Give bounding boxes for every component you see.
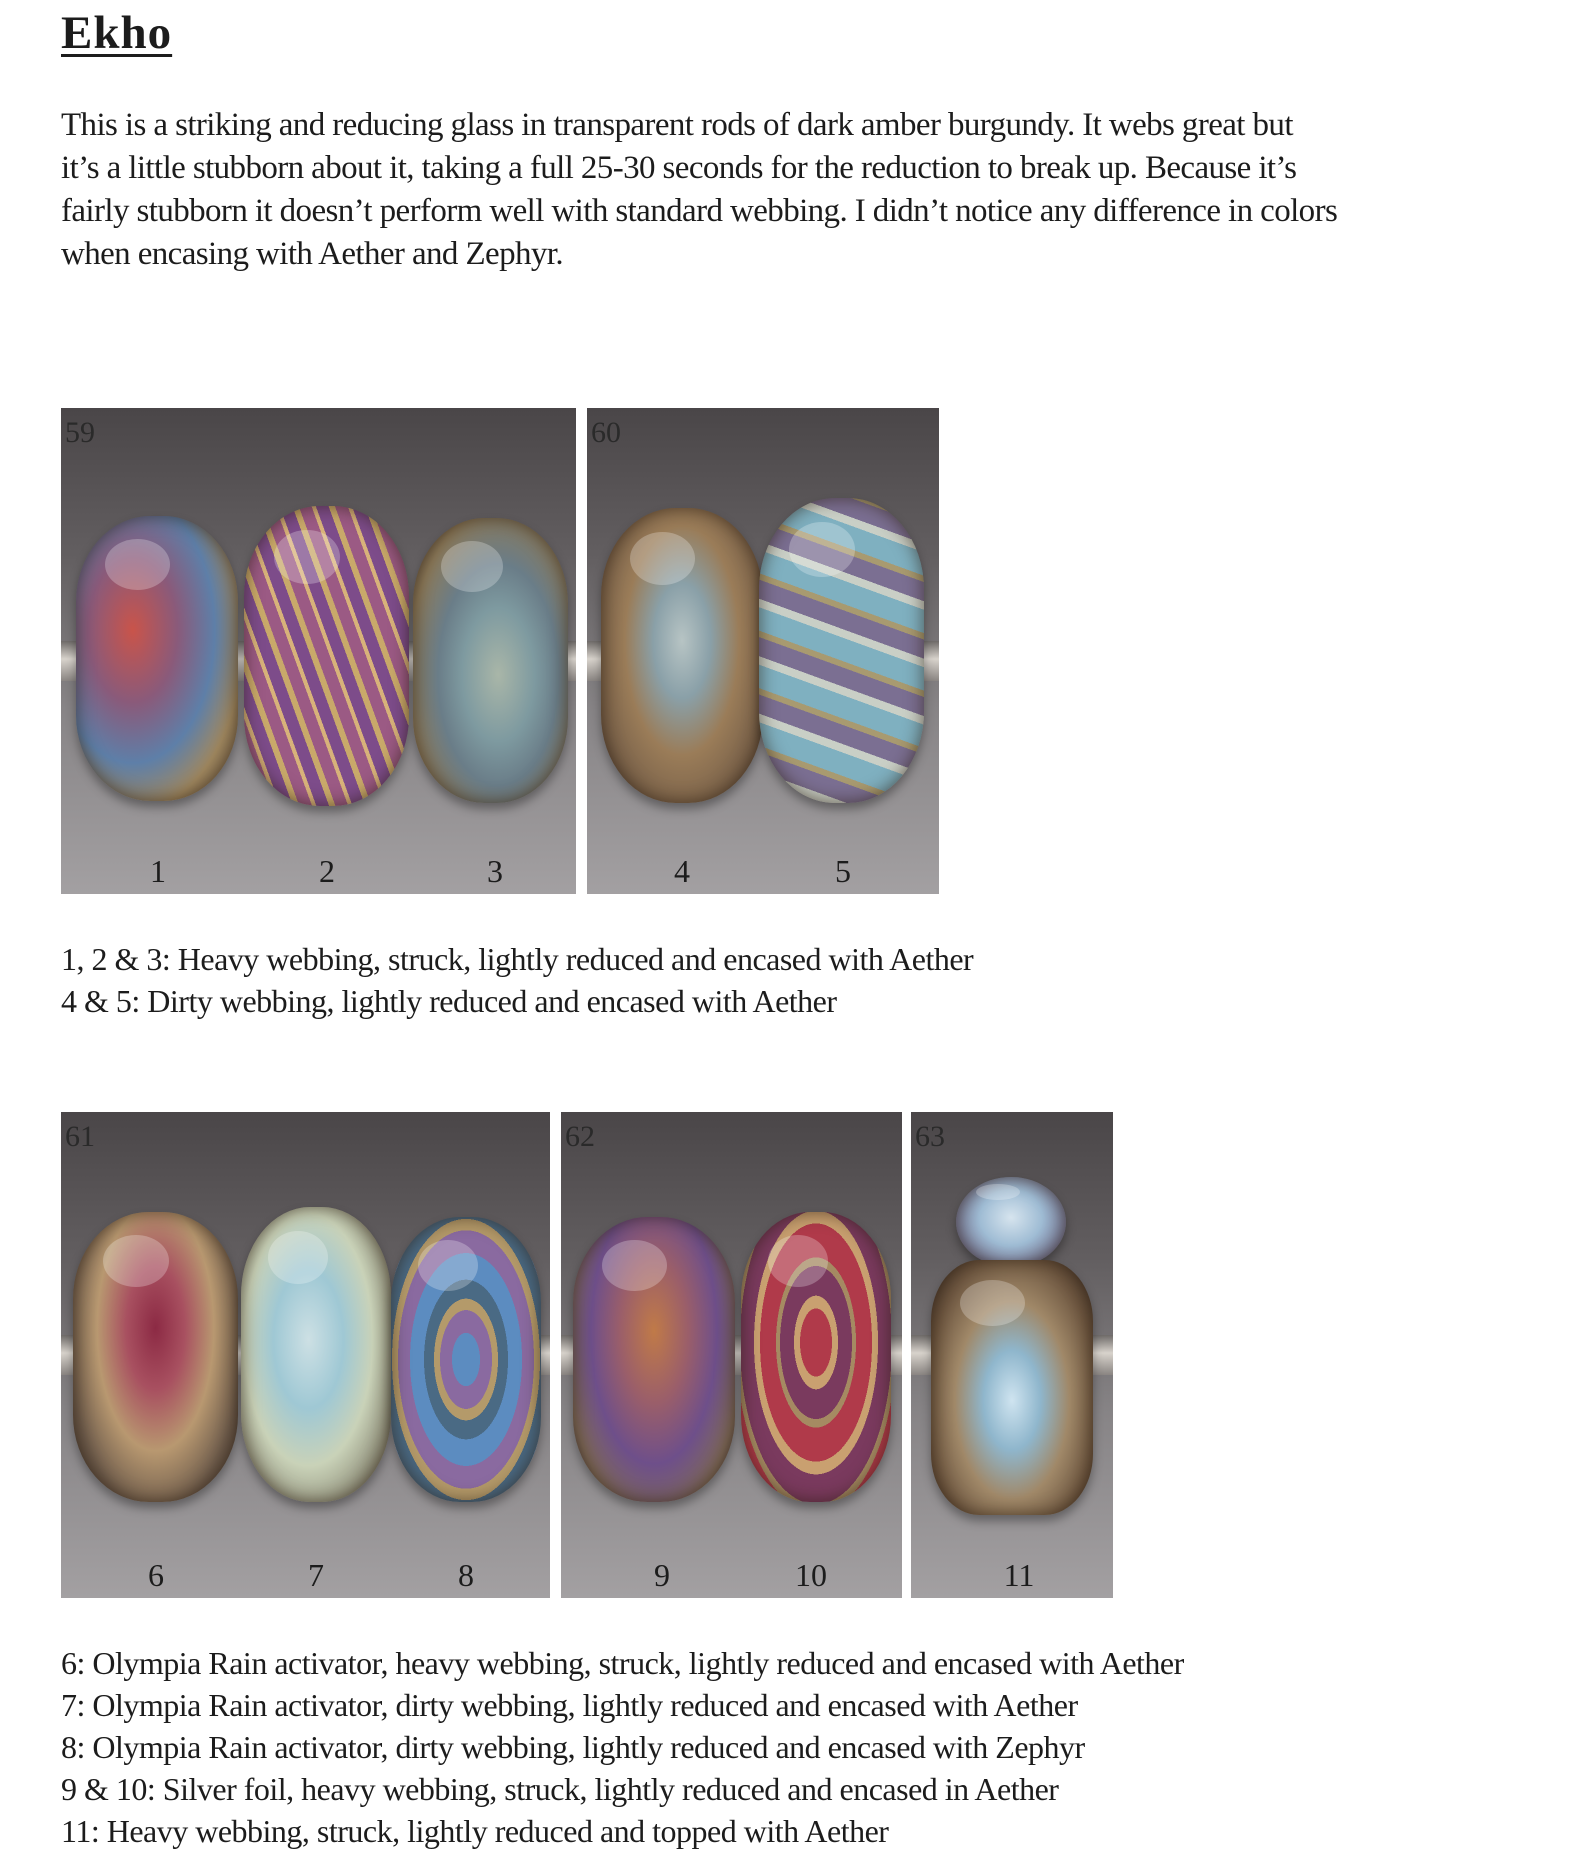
intro-line: fairly stubborn it doesn’t perform well with standard webbing. I didn’t notice any difference in colors <box>61 193 1338 229</box>
bead-label: 8 <box>458 1557 474 1593</box>
bead-label: 10 <box>795 1557 827 1593</box>
caption-line: 8: Olympia Rain activator, dirty webbing, lightly reduced and encased with Zephyr <box>61 1729 1085 1765</box>
bead-3 <box>413 518 568 803</box>
bead-label: 7 <box>308 1557 324 1593</box>
bead-11-top <box>956 1177 1066 1267</box>
bead-photo-59 <box>61 408 576 894</box>
bead-photo-62 <box>561 1112 902 1598</box>
caption-line: 1, 2 & 3: Heavy webbing, struck, lightly reduced and encased with Aether <box>61 941 974 977</box>
photo-number: 63 <box>915 1120 945 1153</box>
captions-group-2 <box>61 1642 1184 1852</box>
intro-line: This is a striking and reducing glass in transparent rods of dark amber burgundy. It webs great but <box>61 107 1293 143</box>
bead-label: 2 <box>319 853 335 889</box>
bead-2 <box>244 506 409 806</box>
caption-line: 6: Olympia Rain activator, heavy webbing, struck, lightly reduced and encased with Aether <box>61 1645 1184 1681</box>
bead-label: 11 <box>1003 1557 1035 1593</box>
caption-line: 7: Olympia Rain activator, dirty webbing, lightly reduced and encased with Aether <box>61 1687 1078 1723</box>
bead-9 <box>573 1217 735 1502</box>
page-title: Ekho <box>61 7 173 59</box>
bead-photo-60 <box>587 408 939 894</box>
intro-paragraph <box>61 104 1586 276</box>
bead-5 <box>759 498 924 803</box>
captions-group-1 <box>61 938 973 1022</box>
bead-label: 9 <box>654 1557 670 1593</box>
intro-line: when encasing with Aether and Zephyr. <box>61 236 563 272</box>
bead-11 <box>931 1260 1093 1515</box>
bead-label: 4 <box>674 853 690 889</box>
bead-4 <box>601 508 763 803</box>
photo-number: 62 <box>565 1120 595 1153</box>
bead-8 <box>391 1217 541 1502</box>
bead-label: 5 <box>835 853 851 889</box>
bead-photo-63 <box>911 1112 1113 1598</box>
bead-label: 1 <box>150 853 166 889</box>
photo-number: 60 <box>591 416 621 449</box>
bead-6 <box>73 1212 238 1502</box>
bead-7 <box>241 1207 391 1502</box>
caption-line: 4 & 5: Dirty webbing, lightly reduced and encased with Aether <box>61 983 837 1019</box>
photo-number: 61 <box>65 1120 95 1153</box>
intro-line: it’s a little stubborn about it, taking a full 25-30 seconds for the reduction to break up. Because it’s <box>61 150 1297 186</box>
bead-label: 3 <box>487 853 503 889</box>
caption-line: 9 & 10: Silver foil, heavy webbing, struck, lightly reduced and encased in Aether <box>61 1771 1059 1807</box>
bead-10 <box>741 1212 891 1502</box>
bead-label: 6 <box>148 1557 164 1593</box>
bead-photo-61 <box>61 1112 550 1598</box>
photo-number: 59 <box>65 416 95 449</box>
caption-line: 11: Heavy webbing, struck, lightly reduced and topped with Aether <box>61 1813 889 1849</box>
bead-1 <box>76 516 238 801</box>
